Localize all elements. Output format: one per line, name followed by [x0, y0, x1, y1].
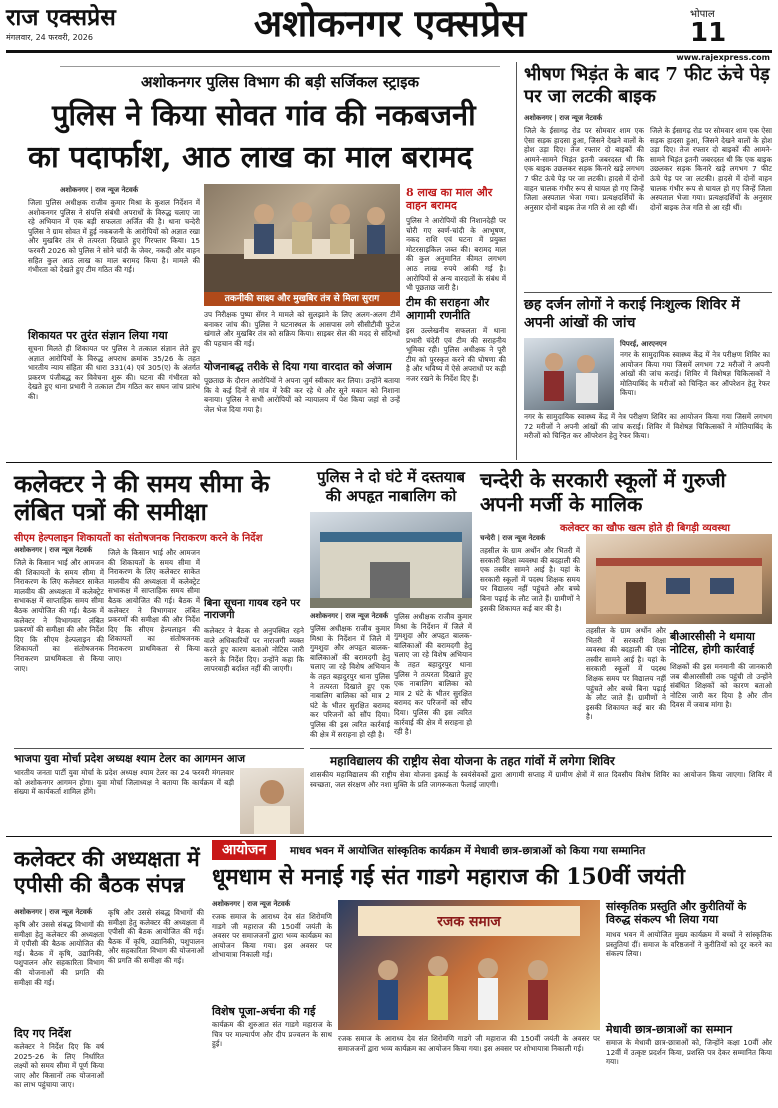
lead-side-body-2: इस उल्लेखनीय सफलता में थाना प्रभारी चंदेरी एवं टीम की सराहनीय भूमिका रही। पुलिस अधीक्षक ने पूरी टीम को पुरस्कृत करने की घोषणा की है और भविष्य में ऐसे अपराधों पर कड़ी नजर रखने के निर्देश दिए हैं। [406, 326, 506, 383]
brand-name: राज एक्सप्रेस [6, 4, 116, 31]
bike-body-cont: जिले के ईसागढ़ रोड पर सोमवार शाम एक ऐसा सड़क हादसा हुआ, जिसने देखने वालों के होश उड़ा दिए। तेज रफ्तार दो बाइकों की आमने-सामने भिड़ंत इतनी जबरदस्त थी कि एक बाइक उछलकर सड़क किनारे खड़े लगभग 7 फीट ऊंचे पेड़ पर जा लटकी। हादसे में दोनों वाहन चालक गंभीर रूप से घायल हो गए जिन्हें जिला अस्पताल भेजा गया। प्रत्यक्षदर्शियों के अनुसार दोनों बाइक तेज गति से आ रही थीं। [650, 126, 772, 212]
gadge-right-head: सांस्कृतिक प्रस्तुति और कुरीतियों के विरुद्ध संकल्प भी लिया गया [606, 900, 747, 926]
bjym-rule [14, 748, 304, 749]
chanderi-notice-head: बीआरसीसी ने थमाया नोटिस, होगी कार्रवाई [670, 630, 755, 656]
lead-sub-2: योजनाबद्ध तरीके से दिया गया वारदात को अंजाम [204, 361, 392, 373]
apc-body: कृषि और उससे संबद्ध विभागों की समीक्षा हेतु कलेक्टर की अध्यक्षता में एपीसी की बैठक आयोजित की गई। बैठक में कृषि, उद्यानिकी, पशुपालन और सहकारिता विभाग की योजनाओं की प्रगति की समीक्षा की गई। [14, 920, 104, 987]
missing-body: पुलिस अधीक्षक राजीव कुमार मिश्रा के निर्देशन में जिले में गुमशुदा और अपहृत बालक-बालिकाओं की बरामदगी हेतु चलाए जा रहे विशेष अभियान के तहत बहादुरपुर थाना पुलिस ने तत्परता दिखाते हुए एक नाबालिग बालिका को मात्र 2 घंटे के भीतर सुरक्षित बरामद कर परिजनों को सौंप दिया। पुलिस की इस त्वरित कार्रवाई की क्षेत्र में सराहना हो रही है। [310, 624, 390, 739]
apc-sub: दिए गए निर्देश [14, 1027, 71, 1040]
lead-headline-line1: पुलिस ने किया सोवत गांव की नकबजनी [52, 98, 476, 132]
chanderi-body: तहसील के ग्राम अर्थोन और भितरी में सरकारी शिक्षा व्यवस्था की बदहाली की एक तस्वीर सामने आई है। यहां के सरकारी स्कूलों में पदस्थ शिक्षक समय पर विद्यालय नहीं पहुंचते और बच्चे बिना पढ़ाई के लौट जाते हैं। ग्रामीणों ने इसकी शिकायत कई बार की है। [480, 546, 580, 613]
gadge-sub: विशेष पूजा-अर्चना की गई [212, 1005, 316, 1018]
page-number: 11 [690, 18, 727, 48]
lead-kicker: अशोकनगर पुलिस विभाग की बड़ी सर्जिकल स्ट्राइक [140, 73, 419, 91]
collector-byline: अशोकनगर | राज न्यूज नेटवर्क [14, 546, 93, 554]
lead-headline-line2: का पदार्फाश, आठ लाख का माल बरामद [28, 140, 473, 175]
bike-body: जिले के ईसागढ़ रोड पर सोमवार शाम एक ऐसा सड़क हादसा हुआ, जिसने देखने वालों के होश उड़ा दिए। तेज रफ्तार दो बाइकों की आमने-सामने भिड़ंत इतनी जबरदस्त थी कि एक बाइक उछलकर सड़क किनारे खड़े लगभग 7 फीट ऊंचे पेड़ पर जा लटकी। हादसे में दोनों वाहन चालक गंभीर रूप से घायल हो गए जिन्हें जिला अस्पताल भेजा गया। प्रत्यक्षदर्शियों के अनुसार दोनों बाइक तेज गति से आ रही थीं। [524, 126, 644, 212]
gadge-body: रजक समाज के आराध्य देव संत शिरोमणि गाडगे जी महाराज की 150वीं जयंती के अवसर पर समाजजनों द्वारा भव्य कार्यक्रम का आयोजन किया गया। इस अवसर पर शोभायात्रा निकाली गई। [212, 912, 332, 960]
police-station-illustration [310, 512, 472, 608]
eye-camp-body-cont: नगर के सामुदायिक स्वास्थ्य केंद्र में नेत्र परीक्षण शिविर का आयोजन किया गया जिसमें लगभग 72 मरीजों ने अपनी आंखों की जांच कराई। शिविर में विशेषज्ञ चिकित्सकों ने मोतियाबिंद के मरीजों को चिन्हित कर ऑपरेशन हेतु रेफर किया। [524, 412, 772, 441]
eye-camp-headline: छह दर्जन लोगों ने कराई निःशुल्क शिविर में अपनी आंखों की जांच [524, 297, 740, 331]
row-rule-1 [6, 462, 772, 463]
apc-body-col2: कृषि और उससे संबद्ध विभागों की समीक्षा हेतु कलेक्टर की अध्यक्षता में एपीसी की बैठक आयोजित की गई। बैठक में कृषि, उद्यानिकी, पशुपालन और सहकारिता विभाग की योजनाओं की प्रगति की समीक्षा की गई। [108, 908, 204, 965]
chanderi-byline: चन्देरी | राज न्यूज नेटवर्क [480, 534, 546, 542]
masthead-rule [6, 50, 772, 53]
apc-headline: कलेक्टर की अध्यक्षता में एपीसी की बैठक संपन्न [14, 846, 200, 897]
banner-text: रजक समाज [437, 914, 501, 930]
lead-side-head: 8 लाख का माल और वाहन बरामद [406, 186, 493, 212]
bjym-headline: भाजपा युवा मोर्चा प्रदेश अध्यक्ष श्याम टेलर का आगमन आज [14, 753, 246, 765]
bike-rule [524, 292, 772, 293]
lead-sub-1: शिकायत पर तुरंत संज्ञान लिया गया [28, 329, 168, 342]
lead-side-head-2: टीम की सराहना और आगामी रणनीति [406, 296, 490, 322]
row-rule-2 [6, 836, 772, 837]
collector-subhead: सीएम हेल्पलाइन शिकायतों का संतोषजनक निराकरण करने के निर्देश [14, 533, 263, 544]
lead-photo [204, 184, 400, 292]
eye-camp-body: नगर के सामुदायिक स्वास्थ्य केंद्र में नेत्र परीक्षण शिविर का आयोजन किया गया जिसमें लगभग 72 मरीजों ने अपनी आंखों की जांच कराई। शिविर में विशेषज्ञ चिकित्सकों ने मोतियाबिंद के मरीजों को चिन्हित कर ऑपरेशन हेतु रेफर किया। [620, 350, 770, 398]
lead-side-body: पुलिस ने आरोपियों की निशानदेही पर चोरी गए स्वर्ण-चांदी के आभूषण, नकद राशि एवं घटना में प्रयुक्त मोटरसाइकिल जब्त की। बरामद माल की कुल अनुमानित कीमत लगभग आठ लाख रुपये आंकी गई है। आरोपियों से अन्य वारदातों के संबंध में भी पूछताछ जारी है। [406, 216, 506, 292]
gadge-headline: धूमधाम से मनाई गई संत गाडगे महाराज की 150वीं जयंती [212, 864, 685, 890]
masthead-brand-block [6, 6, 226, 43]
city-label: भोपाल [690, 9, 715, 20]
eye-exam-illustration [524, 338, 614, 410]
gadge-sub-body: कार्यक्रम की शुरुआत संत गाडगे महाराज के चित्र पर माल्यार्पण और दीप प्रज्वलन के साथ हुई। [212, 1020, 332, 1049]
press-conference-illustration [204, 184, 400, 292]
lead-body-1: जिला पुलिस अधीक्षक राजीव कुमार मिश्रा के कुशल निर्देशन में अशोकनगर पुलिस ने संपत्ति संबंधी अपराधों के विरुद्ध चलाए जा रहे अभियान में एक बड़ी सफलता अर्जित की है। थाना चन्देरी पुलिस ने ग्राम सोवत में हुई नकबजनी के आरोपियों को अज्ञात रखा और मुखबिर तंत्र से तत्परता दिखाते हुए गिरफ्तार किया। 15 फरवरी 2026 को पुलिस ने सोने चांदी के जेवर, नकदी और वाहन सहित कुल आठ लाख का माल बरामद किया है। मामले की गंभीरता को देखते हुए टीम गठित की गई। [28, 198, 200, 275]
gadge-byline: अशोकनगर | राज न्यूज नेटवर्क [212, 900, 291, 908]
gadge-right-body: माधव भवन में आयोजित मुख्य कार्यक्रम में बच्चों ने सांस्कृतिक प्रस्तुतियां दीं। समाज के वरिष्ठजनों ने कुरीतियों को दूर करने का संकल्प लिया। [606, 930, 772, 959]
gadge-body-cont: रजक समाज के आराध्य देव संत शिरोमणि गाडगे जी महाराज की 150वीं जयंती के अवसर पर समाजजनों द्वारा भव्य कार्यक्रम का आयोजन किया गया। इस अवसर पर शोभायात्रा निकाली गई। [338, 1034, 600, 1053]
apc-sub-body: कलेक्टर ने निर्देश दिए कि वर्ष 2025-26 के लिए निर्धारित लक्ष्यों को समय सीमा में पूर्ण किया जाए और किसानों तक योजनाओं का लाभ पहुंचाया जाए। [14, 1042, 104, 1090]
nss-rule [310, 748, 772, 749]
apc-byline: अशोकनगर | राज न्यूज नेटवर्क [14, 908, 93, 916]
kicker-rule [60, 66, 500, 67]
section-title: अशोकनगर एक्सप्रेस [253, 1, 527, 45]
issue-date: मंगलवार, 24 फरवरी, 2026 [6, 33, 93, 42]
nss-body: शासकीय महाविद्यालय की राष्ट्रीय सेवा योजना इकाई के स्वयंसेवकों द्वारा आगामी सप्ताह में ग्रामीण क्षेत्रों में सात दिवसीय विशेष शिविर का आयोजन किया जाएगा। शिविर में स्वच्छता, जल संरक्षण और नशा मुक्ति के प्रति जागरूकता फैलाई जाएगी। [310, 770, 772, 789]
bjym-body: भारतीय जनता पार्टी युवा मोर्चा के प्रदेश अध्यक्ष श्याम टेलर का 24 फरवरी मंगलवार को अशोकनगर आगमन होगा। युवा मोर्चा जिलाध्यक्ष ने बताया कि कार्यक्रम में बड़ी संख्या में कार्यकर्ता शामिल होंगे। [14, 768, 234, 797]
lead-body-3: उप निरीक्षक पुष्पा सेंगर ने मामले को सुलझाने के लिए अलग-अलग टीमें बनाकर जांच की। पुलिस ने घटनास्थल के आसपास लगे सीसीटीवी फुटेज खंगाले और मुखबिर तंत्र को सक्रिय किया। साइबर सेल की मदद से संदिग्धों की पहचान की गई। [204, 310, 400, 348]
site-url: www.rajexpress.com [676, 53, 770, 62]
nss-headline: महाविद्यालय की राष्ट्रीय सेवा योजना के तहत गांवों में लगेगा शिविर [330, 754, 615, 768]
missing-body-col2: पुलिस अधीक्षक राजीव कुमार मिश्रा के निर्देशन में जिले में गुमशुदा और अपहृत बालक-बालिकाओं की बरामदगी हेतु चलाए जा रहे विशेष अभियान के तहत बहादुरपुर थाना पुलिस ने तत्परता दिखाते हुए एक नाबालिग बालिका को मात्र 2 घंटे के भीतर सुरक्षित बरामद कर परिजनों को सौंप दिया। पुलिस की इस त्वरित कार्रवाई की क्षेत्र में सराहना हो रही है। [394, 612, 472, 737]
collector-sub-body: कलेक्टर ने बैठक से अनुपस्थित रहने वाले अधिकारियों पर नाराजगी व्यक्त करते हुए कारण बताओ नोटिस जारी करने के निर्देश दिए। उन्होंने कहा कि लापरवाही बर्दाश्त नहीं की जाएगी। [204, 626, 304, 674]
chanderi-body-col2: तहसील के ग्राम अर्थोन और भितरी में सरकारी शिक्षा व्यवस्था की बदहाली की एक तस्वीर सामने आई है। यहां के सरकारी स्कूलों में पदस्थ शिक्षक समय पर विद्यालय नहीं पहुंचते और बच्चे बिना पढ़ाई के लौट जाते हैं। ग्रामीणों ने इसकी शिकायत कई बार की है। [586, 626, 666, 722]
missing-byline: अशोकनगर | राज न्यूज नेटवर्क [310, 612, 389, 620]
event-tag: आयोजन [212, 840, 276, 860]
collector-body-col2: जिले के किसान भाई और आमजन की शिकायतों के समय सीमा में निराकरण के लिए कलेक्टर साकेत मालवीय की अध्यक्षता में कलेक्ट्रेट सभाकक्ष में साप्ताहिक समय सीमा बैठक आयोजित की गई। बैठक में कलेक्टर ने विभागवार लंबित प्रकरणों की समीक्षा की और निर्देश दिए कि सीएम हेल्पलाइन की शिकायतों का संतोषजनक निराकरण प्राथमिकता से किया जाए। [108, 548, 200, 663]
chanderi-headline: चन्देरी के सरकारी स्कूलों में गुरुजी अपनी मर्जी के मालिक [480, 468, 726, 516]
lead-byline: अशोकनगर | राज न्यूज नेटवर्क [60, 186, 139, 194]
school-building-illustration [586, 534, 772, 624]
lead-body-4: पूछताछ के दौरान आरोपियों ने अपना जुर्म स्वीकार कर लिया। उन्होंने बताया कि वे कई दिनों से गांव में रेकी कर रहे थे और सूने मकान को निशाना बनाया। पुलिस ने सभी आरोपियों को न्यायालय में पेश किया जहां से उन्हें जेल भेज दिया गया है। [204, 376, 400, 414]
bike-byline: अशोकनगर | राज न्यूज नेटवर्क [524, 114, 603, 122]
police-station-photo [310, 512, 472, 608]
collector-headline: कलेक्टर ने की समय सीमा के लंबित पत्रों की समीक्षा [14, 469, 270, 526]
lead-body-2: सूचना मिलते ही शिकायत पर पुलिस ने तत्काल संज्ञान लेते हुए अज्ञात आरोपियों के विरुद्ध अपराध क्रमांक 35/26 के तहत भारतीय न्याय संहिता की धारा 331(4) एवं 305(ए) के अंतर्गत प्रकरण पंजीबद्ध कर विवेचना शुरू की। घटना की गंभीरता को देखते हुए थाना प्रभारी ने तत्काल टीम गठित कर सघन जांच प्रारंभ की। [28, 344, 200, 401]
school-photo [586, 534, 772, 624]
bjym-portrait [240, 768, 304, 834]
gadge-right-sub: मेधावी छात्र-छात्राओं का सम्मान [606, 1023, 733, 1036]
page-meta [690, 6, 770, 46]
avatar [240, 768, 304, 834]
eye-camp-photo [524, 338, 614, 410]
gadge-right-sub-body: समाज के मेधावी छात्र-छात्राओं को, जिन्होंने कक्षा 10वीं और 12वीं में उत्कृष्ट प्रदर्शन किया, प्रशस्ति पत्र देकर सम्मानित किया गया। [606, 1038, 772, 1067]
eye-camp-byline: पिपरई, आरएनएन [620, 340, 667, 348]
gadge-kicker: माधव भवन में आयोजित सांस्कृतिक कार्यक्रम में मेधावी छात्र-छात्राओं को किया गया सम्मानित [290, 845, 646, 857]
lead-photo-caption: तकनीकी साक्ष्य और मुखबिर तंत्र से मिला सुराग [204, 292, 400, 306]
collector-sub: बिना सूचना गायब रहने पर नाराजगी [204, 598, 301, 621]
bike-headline: भीषण भिड़ंत के बाद 7 फीट ऊंचे पेड़ पर जा लटकी बाइक [524, 64, 770, 107]
collector-body: जिले के किसान भाई और आमजन की शिकायतों के समय सीमा में निराकरण के लिए कलेक्टर साकेत मालवीय की अध्यक्षता में कलेक्ट्रेट सभाकक्ष में साप्ताहिक समय सीमा बैठक आयोजित की गई। बैठक में कलेक्टर ने विभागवार लंबित प्रकरणों की समीक्षा की और निर्देश दिए कि सीएम हेल्पलाइन की शिकायतों का संतोषजनक निराकरण प्राथमिकता से किया जाए। [14, 558, 104, 673]
chanderi-notice-body: शिक्षकों की इस मनमानी की जानकारी जब बीआरसीसी तक पहुंची तो उन्होंने संबंधित शिक्षकों को कारण बताओ नोटिस जारी कर दिया है और तीन दिवस में जवाब मांगा है। [670, 662, 772, 710]
column-divider [516, 62, 517, 460]
chanderi-subhead: कलेक्टर का खौफ खत्म होते ही बिगड़ी व्यवस्था [560, 523, 730, 534]
gadge-event-photo [338, 900, 600, 1030]
missing-headline: पुलिस ने दो घंटे में दस्तयाब की अपहृत नाबालिग को [317, 468, 465, 505]
